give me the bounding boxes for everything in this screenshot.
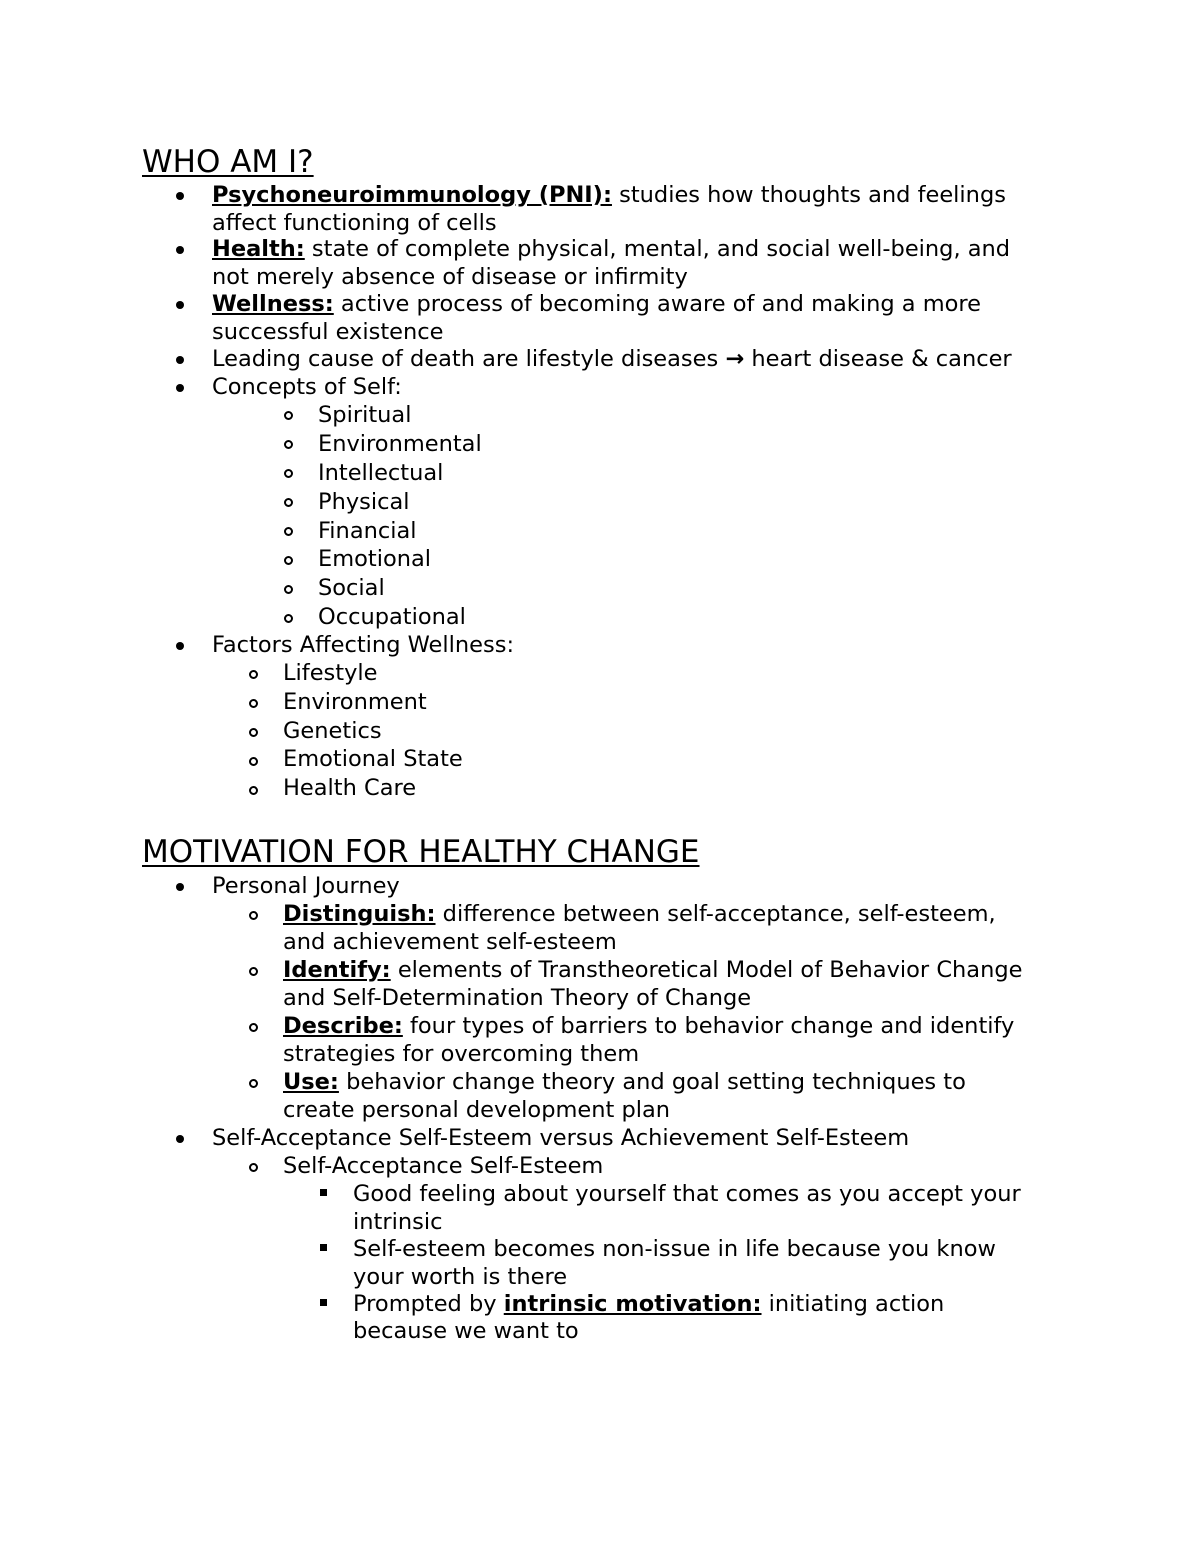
definition-wellness-line2: successful existence — [212, 319, 444, 345]
leading-cause-result: heart disease & cancer — [744, 346, 1012, 372]
bullet-disc-icon — [176, 1135, 184, 1143]
intrinsic-term: intrinsic motivation: — [503, 1291, 762, 1317]
journey-describe-line1 — [283, 1013, 1014, 1041]
bullet-circle-icon — [249, 967, 258, 976]
bullet-disc-icon — [176, 356, 184, 364]
bullet-circle-icon — [284, 527, 293, 536]
self-acceptance-point-line1: Good feeling about yourself that comes as you accept your — [353, 1181, 1021, 1207]
concept-item: Intellectual — [318, 460, 444, 486]
factors-label: Factors Affecting Wellness: — [212, 632, 515, 658]
definition-health-line2: not merely absence of disease or infirmity — [212, 264, 688, 290]
concept-item: Financial — [318, 518, 417, 544]
right-arrow-icon: → — [725, 346, 745, 372]
section-heading-who-am-i: WHO AM I? — [142, 144, 314, 180]
concept-item: Occupational — [318, 604, 466, 630]
factor-item: Lifestyle — [283, 660, 378, 686]
objective-term: Use: — [283, 1069, 339, 1095]
self-acceptance-label: Self-Acceptance Self-Esteem versus Achievement Self-Esteem — [212, 1125, 910, 1151]
leading-cause-text: Leading cause of death are lifestyle diseases — [212, 346, 726, 372]
journey-distinguish-line2: and achievement self-esteem — [283, 929, 617, 955]
bullet-disc-icon — [176, 883, 184, 891]
bullet-circle-icon — [284, 556, 293, 565]
bullet-circle-icon — [249, 1163, 258, 1172]
journey-use-line2: create personal development plan — [283, 1097, 671, 1123]
definition-term: Psychoneuroimmunology (PNI): — [212, 182, 612, 208]
concepts-label: Concepts of Self: — [212, 374, 402, 400]
definition-wellness-line1 — [212, 291, 981, 319]
self-acceptance-point-line1: Self-esteem becomes non-issue in life because you know — [353, 1236, 996, 1262]
leading-cause-item — [212, 346, 1012, 374]
bullet-circle-icon — [249, 757, 258, 766]
objective-text: behavior change theory and goal setting techniques to — [338, 1069, 966, 1095]
bullet-disc-icon — [176, 642, 184, 650]
objective-text: four types of barriers to behavior change and identify — [402, 1013, 1015, 1039]
bullet-circle-icon — [249, 911, 258, 920]
concept-item: Emotional — [318, 546, 432, 572]
journey-distinguish-line1 — [283, 901, 996, 929]
factor-item: Emotional State — [283, 746, 463, 772]
definition-pni-line1 — [212, 182, 1006, 210]
intrinsic-text: initiating action — [761, 1291, 945, 1317]
definition-text: state of complete physical, mental, and social well-being, and — [304, 236, 1011, 262]
objective-term: Describe: — [283, 1013, 403, 1039]
concept-item: Spiritual — [318, 402, 412, 428]
definition-health-line1 — [212, 236, 1010, 264]
bullet-circle-icon — [284, 585, 293, 594]
definition-text: studies how thoughts and feelings — [611, 182, 1006, 208]
self-acceptance-sub: Self-Acceptance Self-Esteem — [283, 1153, 604, 1179]
bullet-disc-icon — [176, 246, 184, 254]
concept-item: Environmental — [318, 431, 482, 457]
bullet-circle-icon — [284, 440, 293, 449]
bullet-circle-icon — [249, 1079, 258, 1088]
bullet-disc-icon — [176, 384, 184, 392]
personal-journey-label: Personal Journey — [212, 873, 400, 899]
bullet-circle-icon — [284, 498, 293, 507]
objective-text: difference between self-acceptance, self-esteem, — [435, 901, 996, 927]
intrinsic-prefix: Prompted by — [353, 1291, 504, 1317]
factor-item: Health Care — [283, 775, 417, 801]
bullet-circle-icon — [284, 469, 293, 478]
bullet-circle-icon — [284, 411, 293, 420]
definition-term: Wellness: — [212, 291, 334, 317]
bullet-square-icon — [320, 1244, 327, 1251]
definition-pni-line2: affect functioning of cells — [212, 210, 497, 236]
self-acceptance-point-line2: your worth is there — [353, 1264, 568, 1290]
concept-item: Social — [318, 575, 385, 601]
definition-text: active process of becoming aware of and making a more — [333, 291, 981, 317]
bullet-disc-icon — [176, 301, 184, 309]
journey-use-line1 — [283, 1069, 966, 1097]
factor-item: Genetics — [283, 718, 382, 744]
factor-item: Environment — [283, 689, 427, 715]
bullet-circle-icon — [249, 728, 258, 737]
definition-term: Health: — [212, 236, 305, 262]
objective-text: elements of Transtheoretical Model of Behavior Change — [390, 957, 1023, 983]
bullet-square-icon — [320, 1189, 327, 1196]
objective-term: Identify: — [283, 957, 391, 983]
bullet-circle-icon — [249, 699, 258, 708]
objective-term: Distinguish: — [283, 901, 436, 927]
bullet-circle-icon — [284, 614, 293, 623]
journey-identify-line1 — [283, 957, 1022, 985]
section-heading-motivation: MOTIVATION FOR HEALTHY CHANGE — [142, 834, 700, 870]
intrinsic-motivation-line1 — [353, 1291, 944, 1319]
bullet-circle-icon — [249, 1023, 258, 1032]
bullet-square-icon — [320, 1299, 327, 1306]
intrinsic-motivation-line2: because we want to — [353, 1318, 579, 1344]
bullet-circle-icon — [249, 670, 258, 679]
concept-item: Physical — [318, 489, 410, 515]
self-acceptance-point-line2: intrinsic — [353, 1209, 443, 1235]
bullet-circle-icon — [249, 786, 258, 795]
journey-identify-line2: and Self-Determination Theory of Change — [283, 985, 752, 1011]
journey-describe-line2: strategies for overcoming them — [283, 1041, 640, 1067]
bullet-disc-icon — [176, 192, 184, 200]
